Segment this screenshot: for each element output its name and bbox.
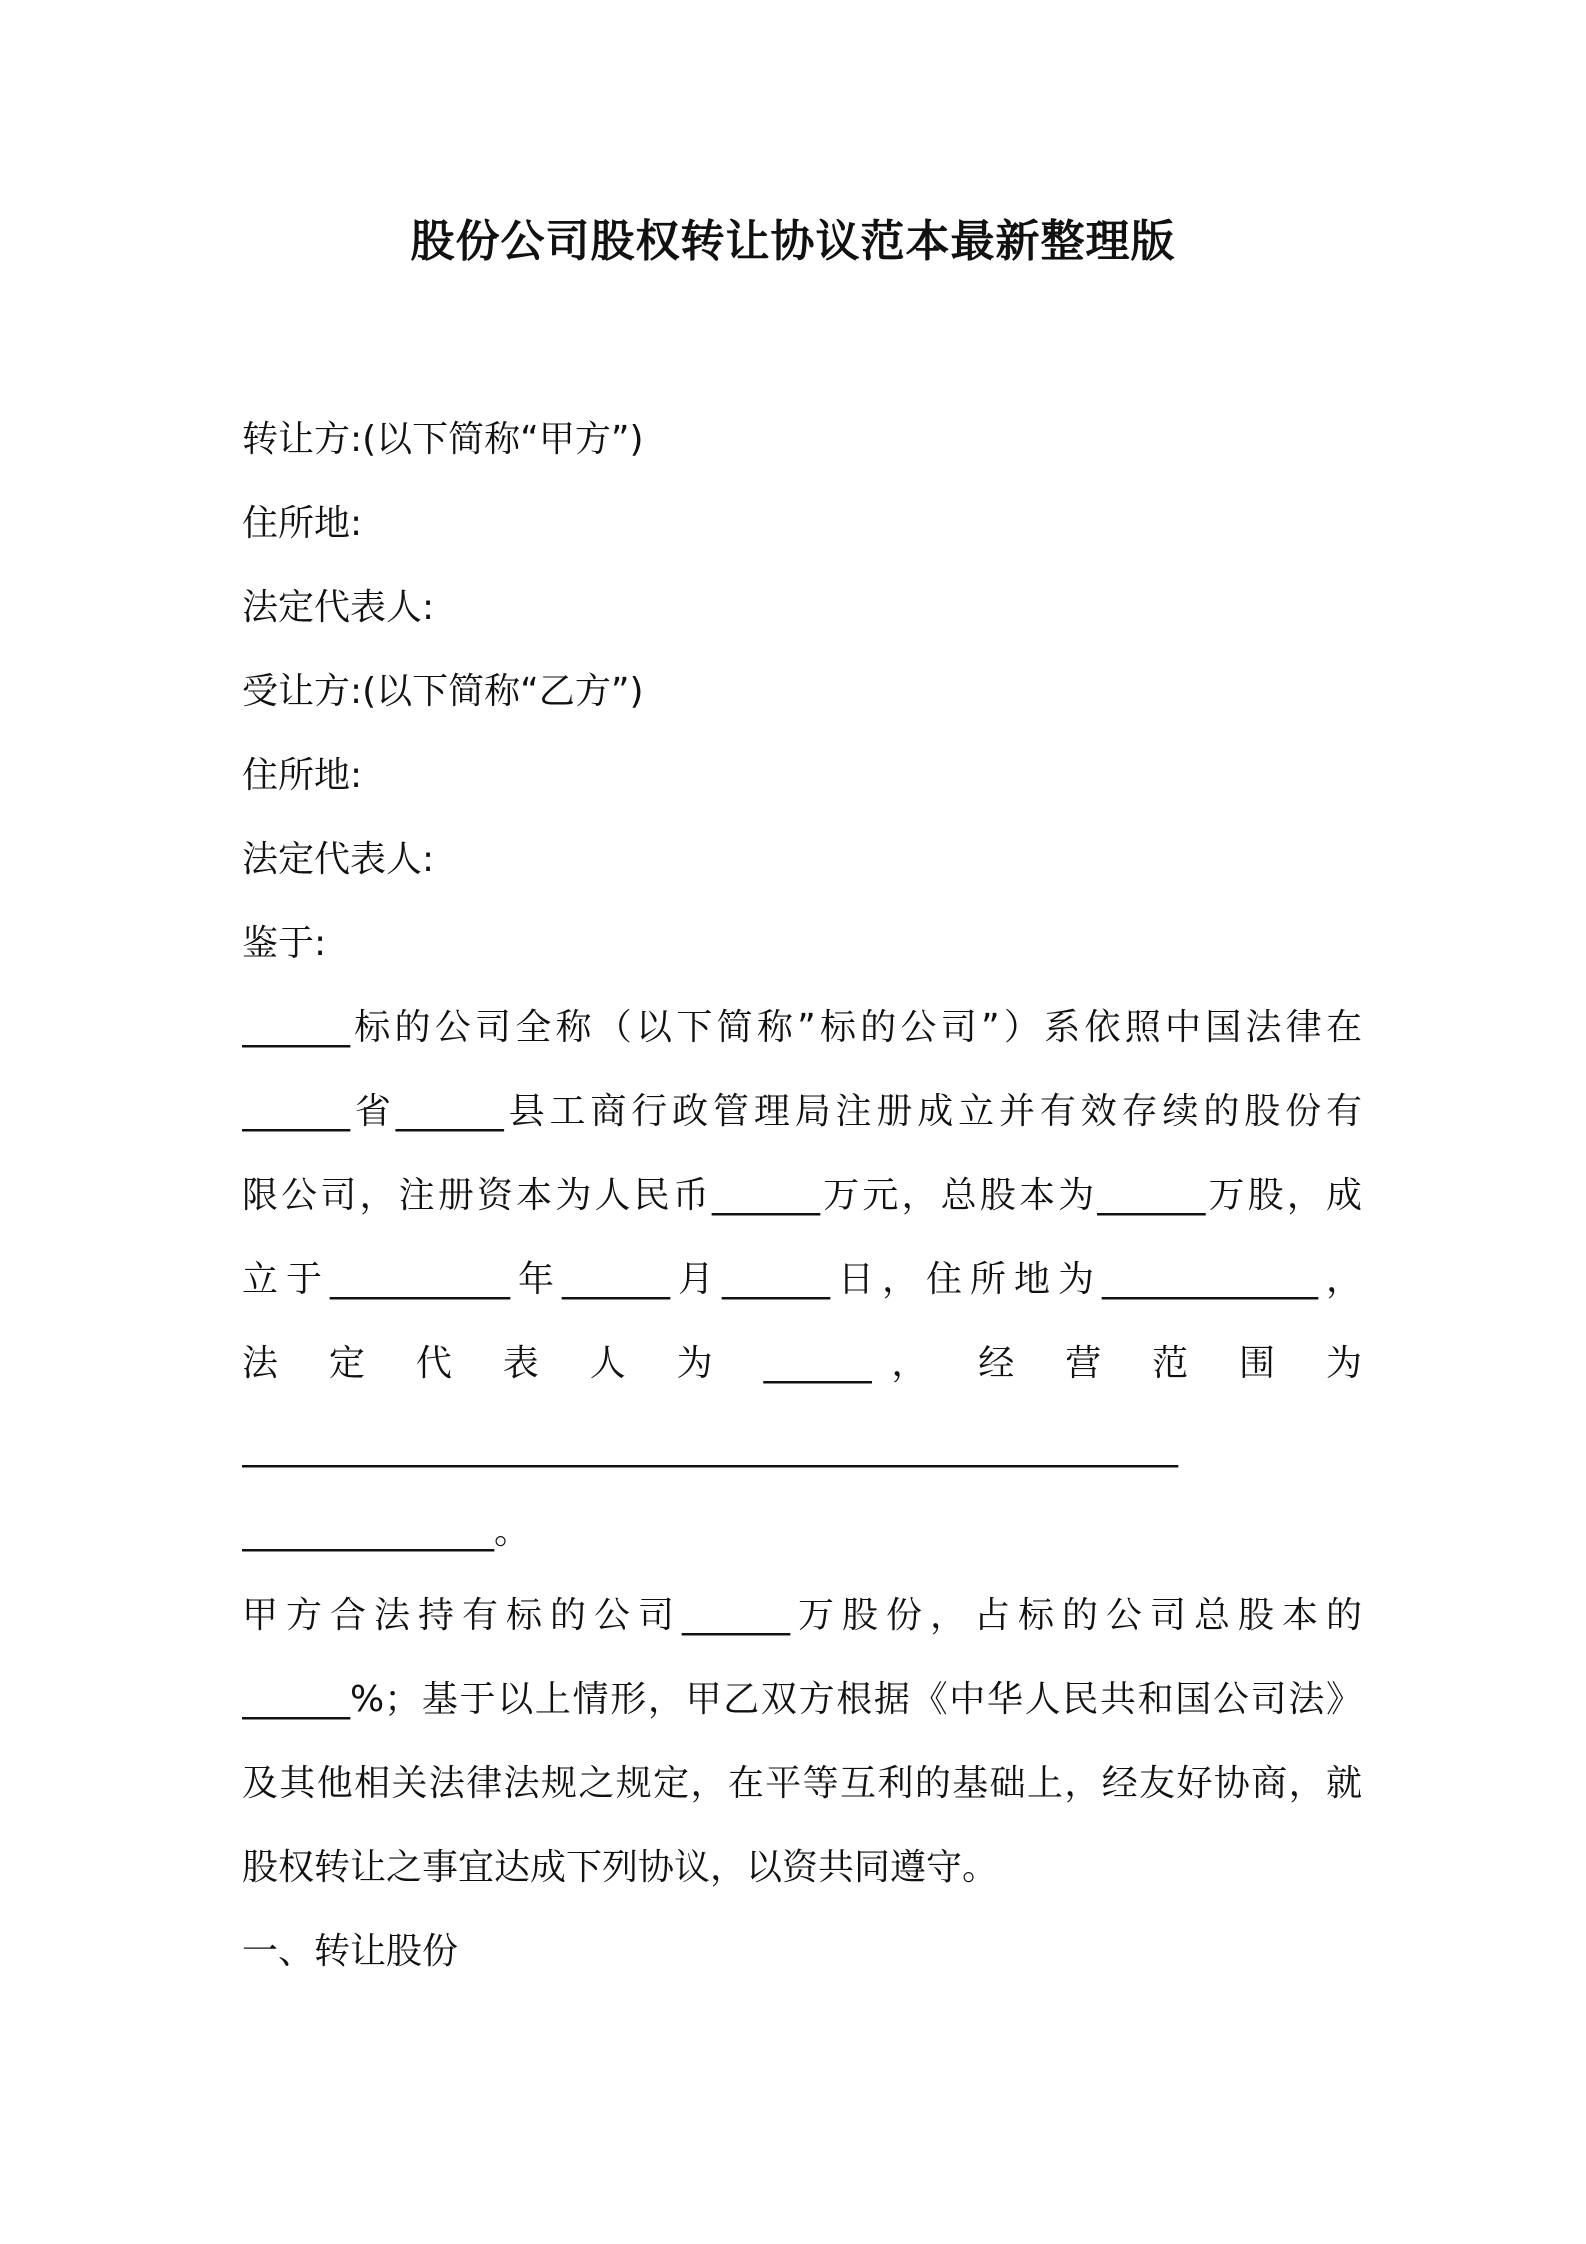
paragraph-line: ______标的公司全称（以下简称”标的公司”）系依照中国法律在 <box>242 1007 1362 1048</box>
paragraph-line: ______省______县工商行政管理局注册成立并有效存续的股份有 <box>242 1091 1362 1132</box>
paragraph-line: 股权转让之事宜达成下列协议，以资共同遵守。 <box>242 1847 999 1888</box>
paragraph-line: 立于__________年______月______日，住所地为____________， <box>242 1259 1362 1300</box>
transferor-address-line: 住所地: <box>242 503 363 544</box>
whereas-heading: 鉴于: <box>242 923 327 964</box>
transferor-legal-rep-line: 法定代表人: <box>242 587 435 628</box>
transferee-address-line: 住所地: <box>242 755 363 796</box>
paragraph-line: 限公司，注册资本为人民币______万元，总股本为______万股，成 <box>242 1175 1362 1216</box>
transferee-line: 受让方:(以下简称“乙方”) <box>242 671 644 712</box>
blank-line: ____________________________________________________ <box>242 1427 1178 1468</box>
section-heading: 一、转让股份 <box>242 1931 459 1972</box>
transferor-line: 转让方:(以下简称“甲方”) <box>242 419 644 460</box>
transferee-legal-rep-line: 法定代表人: <box>242 839 435 880</box>
document-title: 股份公司股权转让协议范本最新整理版 <box>410 216 1176 267</box>
blank-line: ______________。 <box>242 1511 530 1552</box>
paragraph-line: 甲方合法持有标的公司______万股份，占标的公司总股本的 <box>242 1595 1362 1636</box>
paragraph-line: 及其他相关法律法规之规定，在平等互利的基础上，经友好协商，就 <box>242 1763 1362 1804</box>
paragraph-line: 法 定 代 表 人 为 ______， 经 营 范 围 为 <box>242 1343 1362 1384</box>
paragraph-line: ______%；基于以上情形，甲乙双方根据《中华人民共和国公司法》 <box>242 1679 1362 1720</box>
